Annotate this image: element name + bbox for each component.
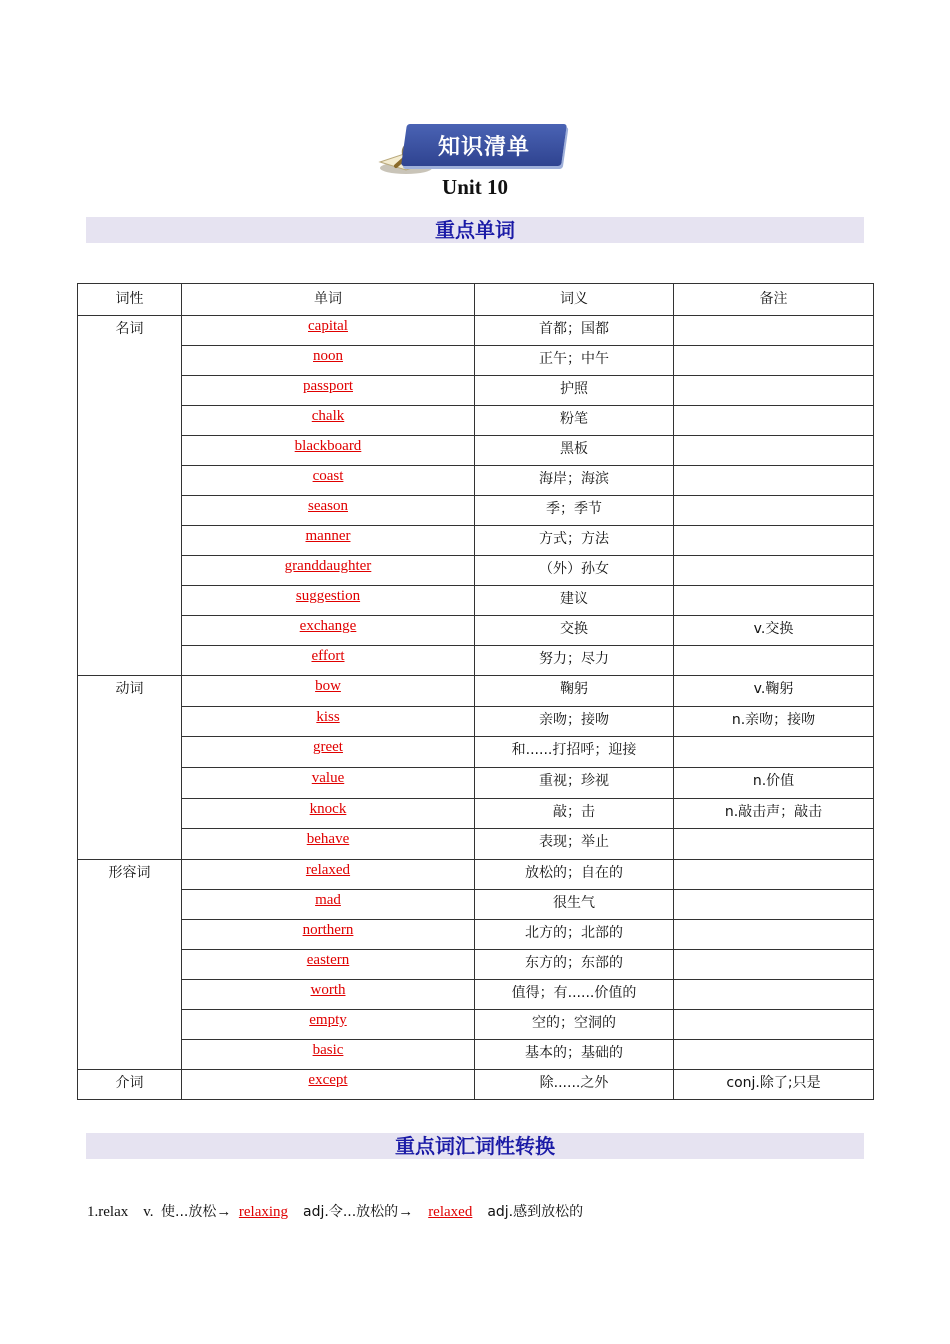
word-cell xyxy=(182,526,475,556)
conversion-form2-meaning: adj.感到放松的 xyxy=(487,1204,584,1220)
knowledge-list-banner xyxy=(376,120,572,176)
vocab-word: greet xyxy=(313,739,343,756)
table-row xyxy=(78,616,874,646)
table-row xyxy=(78,1040,874,1070)
note-cell xyxy=(674,496,874,526)
table-row xyxy=(78,768,874,799)
table-row xyxy=(78,376,874,406)
header-note: 备注 xyxy=(674,284,874,316)
vocab-word: basic xyxy=(312,1042,344,1059)
vocab-word: blackboard xyxy=(294,438,362,454)
vocab-word: relaxed xyxy=(305,862,351,879)
table-row xyxy=(78,646,874,676)
banner-title: 知识清单 xyxy=(438,135,531,160)
arrow-icon: → xyxy=(216,1204,232,1220)
meaning-cell: 敲；击 xyxy=(475,798,674,829)
note-cell: n.敲击声；敲击 xyxy=(674,798,874,829)
vocab-word: mad xyxy=(315,892,341,909)
table-row xyxy=(78,436,874,466)
note-cell xyxy=(674,1040,874,1070)
meaning-cell: 值得；有......价值的 xyxy=(475,980,674,1010)
table-row xyxy=(78,980,874,1010)
table-row xyxy=(78,556,874,586)
table-row xyxy=(78,346,874,376)
header-word: 单词 xyxy=(182,284,475,316)
table-row xyxy=(78,890,874,920)
note-cell xyxy=(674,436,874,466)
conversion-base-meaning: 使...放松 xyxy=(161,1204,217,1220)
word-cell xyxy=(182,737,475,768)
word-cell xyxy=(182,706,475,737)
note-cell xyxy=(674,829,874,860)
table-row xyxy=(78,798,874,829)
meaning-cell: 和......打招呼；迎接 xyxy=(475,737,674,768)
vocabulary-body xyxy=(78,316,874,1100)
vocab-word: effort xyxy=(311,648,345,664)
meaning-cell: 表现；举止 xyxy=(475,829,674,860)
note-cell xyxy=(674,586,874,616)
vocab-word: granddaughter xyxy=(284,558,372,574)
section-key-words: 重点单词 xyxy=(86,217,864,243)
word-cell xyxy=(182,1010,475,1040)
note-cell xyxy=(674,376,874,406)
vocab-word: northern xyxy=(302,922,354,939)
table-row xyxy=(78,950,874,980)
word-cell xyxy=(182,920,475,950)
vocab-word: empty xyxy=(309,1012,347,1029)
vocab-word: exchange xyxy=(299,618,357,634)
meaning-cell: 建议 xyxy=(475,586,674,616)
vocab-word: coast xyxy=(312,468,344,484)
meaning-cell: 很生气 xyxy=(475,890,674,920)
pos-cell: 介词 xyxy=(78,1070,182,1100)
word-cell xyxy=(182,950,475,980)
vocab-word: knock xyxy=(309,800,347,817)
table-row xyxy=(78,466,874,496)
meaning-cell: 季；季节 xyxy=(475,496,674,526)
table-row xyxy=(78,1010,874,1040)
note-cell xyxy=(674,950,874,980)
word-cell xyxy=(182,890,475,920)
word-cell xyxy=(182,980,475,1010)
word-cell xyxy=(182,860,475,890)
vocabulary-table xyxy=(77,283,874,1100)
vocab-word: season xyxy=(308,498,348,514)
word-cell xyxy=(182,1070,475,1100)
note-cell xyxy=(674,890,874,920)
vocab-word: bow xyxy=(315,678,341,694)
meaning-cell: 交换 xyxy=(475,616,674,646)
note-cell: v.鞠躬 xyxy=(674,676,874,707)
pos-cell: 形容词 xyxy=(78,860,182,1070)
table-row xyxy=(78,526,874,556)
conversion-form1: relaxing xyxy=(238,1204,289,1220)
note-cell xyxy=(674,556,874,586)
word-cell xyxy=(182,1040,475,1070)
pos-cell: 名词 xyxy=(78,316,182,676)
vocab-word: except xyxy=(308,1072,348,1089)
meaning-cell: 重视；珍视 xyxy=(475,768,674,799)
vocab-word: capital xyxy=(308,318,348,334)
table-row xyxy=(78,920,874,950)
word-cell xyxy=(182,376,475,406)
meaning-cell: 亲吻；接吻 xyxy=(475,706,674,737)
table-row xyxy=(78,586,874,616)
vocab-word: value xyxy=(311,770,345,787)
table-header-row xyxy=(78,284,874,316)
pos-cell: 动词 xyxy=(78,676,182,860)
note-cell xyxy=(674,1010,874,1040)
note-cell: n.价值 xyxy=(674,768,874,799)
word-cell xyxy=(182,768,475,799)
header-meaning: 词义 xyxy=(475,284,674,316)
meaning-cell: 除......之外 xyxy=(475,1070,674,1100)
word-cell xyxy=(182,316,475,346)
meaning-cell: 东方的；东部的 xyxy=(475,950,674,980)
vocab-word: passport xyxy=(303,378,353,394)
meaning-cell: 北方的；北部的 xyxy=(475,920,674,950)
table-row xyxy=(78,737,874,768)
word-cell xyxy=(182,406,475,436)
word-cell xyxy=(182,466,475,496)
word-cell xyxy=(182,586,475,616)
section-word-forms: 重点词汇词性转换 xyxy=(86,1133,864,1159)
unit-title: Unit 10 xyxy=(442,175,508,199)
word-cell xyxy=(182,496,475,526)
table-row xyxy=(78,676,874,707)
word-cell xyxy=(182,616,475,646)
table-row xyxy=(78,316,874,346)
vocab-word: chalk xyxy=(311,408,345,424)
table-row xyxy=(78,706,874,737)
table-row xyxy=(78,496,874,526)
vocab-word: kiss xyxy=(316,708,340,725)
note-cell xyxy=(674,737,874,768)
table-row xyxy=(78,1070,874,1100)
table-row xyxy=(78,406,874,436)
conversion-base-pos: v. xyxy=(143,1204,154,1220)
table-row xyxy=(78,829,874,860)
meaning-cell: （外）孙女 xyxy=(475,556,674,586)
meaning-cell: 正午；中午 xyxy=(475,346,674,376)
conversion-item-label: 1.relax xyxy=(87,1204,129,1220)
meaning-cell: 基本的；基础的 xyxy=(475,1040,674,1070)
vocab-word: behave xyxy=(306,831,350,848)
table-row xyxy=(78,860,874,890)
meaning-cell: 首都；国都 xyxy=(475,316,674,346)
conversion-form1-meaning: adj.令...放松的 xyxy=(303,1204,399,1220)
meaning-cell: 放松的；自在的 xyxy=(475,860,674,890)
word-cell xyxy=(182,646,475,676)
note-cell xyxy=(674,980,874,1010)
meaning-cell: 鞠躬 xyxy=(475,676,674,707)
arrow-icon: → xyxy=(398,1204,414,1220)
vocab-word: eastern xyxy=(306,952,350,969)
note-cell: conj.除了;只是 xyxy=(674,1070,874,1100)
note-cell xyxy=(674,466,874,496)
vocab-word: suggestion xyxy=(295,588,361,604)
note-cell xyxy=(674,406,874,436)
word-cell xyxy=(182,676,475,707)
note-cell xyxy=(674,526,874,556)
vocab-word: noon xyxy=(313,348,343,364)
note-cell xyxy=(674,346,874,376)
meaning-cell: 黑板 xyxy=(475,436,674,466)
word-cell xyxy=(182,556,475,586)
conversion-form2: relaxed xyxy=(428,1204,473,1220)
conversion-line xyxy=(87,1201,583,1221)
meaning-cell: 方式；方法 xyxy=(475,526,674,556)
note-cell xyxy=(674,860,874,890)
header-pos: 词性 xyxy=(78,284,182,316)
note-cell: n.亲吻；接吻 xyxy=(674,706,874,737)
word-cell xyxy=(182,436,475,466)
word-cell xyxy=(182,829,475,860)
meaning-cell: 空的；空洞的 xyxy=(475,1010,674,1040)
vocab-word: manner xyxy=(305,528,351,544)
word-cell xyxy=(182,798,475,829)
note-cell: v.交换 xyxy=(674,616,874,646)
meaning-cell: 粉笔 xyxy=(475,406,674,436)
meaning-cell: 努力；尽力 xyxy=(475,646,674,676)
word-cell xyxy=(182,346,475,376)
meaning-cell: 海岸；海滨 xyxy=(475,466,674,496)
note-cell xyxy=(674,316,874,346)
note-cell xyxy=(674,646,874,676)
note-cell xyxy=(674,920,874,950)
vocab-word: worth xyxy=(310,982,346,999)
meaning-cell: 护照 xyxy=(475,376,674,406)
